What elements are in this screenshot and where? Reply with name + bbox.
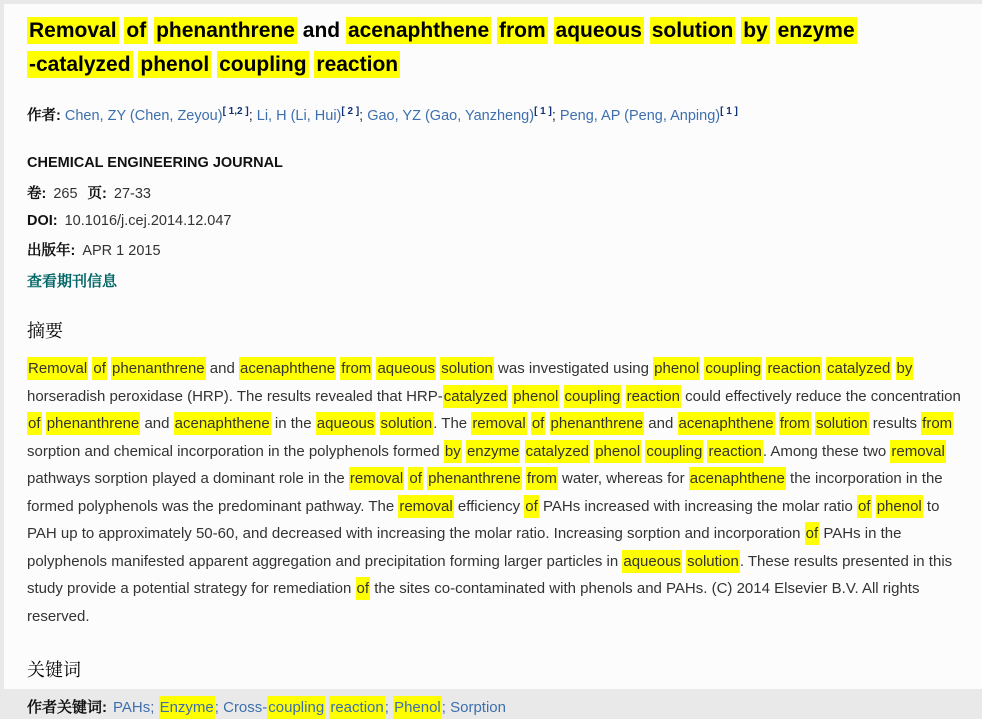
highlighted-term: coupling <box>704 357 762 380</box>
highlighted-term: Removal <box>27 357 88 380</box>
text-run: and <box>302 19 341 42</box>
pubyear-line <box>27 239 962 260</box>
highlighted-term: of <box>92 357 107 380</box>
highlighted-term: of <box>857 495 872 518</box>
keyword-link-highlighted[interactable]: Enzyme <box>159 696 215 719</box>
highlighted-term: by <box>444 440 462 463</box>
pages-value: 27-33 <box>113 186 151 202</box>
keywords-heading: 关键词 <box>27 660 81 680</box>
keyword-link[interactable]: Sorption <box>450 699 506 716</box>
highlighted-term: solution <box>380 412 434 435</box>
text-run: could effectively reduce the concentration <box>680 387 961 405</box>
highlighted-term: reaction <box>707 440 762 463</box>
highlighted-term: aqueous <box>316 412 376 435</box>
text-run: sorption and chemical incorporation in the polyphenols formed <box>27 442 444 460</box>
keyword-link-highlighted[interactable]: reaction <box>329 696 384 719</box>
highlighted-term: phenanthrene <box>550 412 645 435</box>
highlighted-term: phenanthrene <box>46 412 141 435</box>
text-run <box>644 19 650 42</box>
highlighted-term: phenol <box>512 385 559 408</box>
highlighted-term: of <box>27 412 42 435</box>
highlighted-term: phenol <box>876 495 923 518</box>
highlighted-term: removal <box>398 495 453 518</box>
text-run <box>559 388 563 405</box>
text-run: PAHs in the polyphenols manifested apparent aggregation and precipitation forming larger particles in <box>27 525 902 570</box>
text-run: . Among these two <box>762 442 891 460</box>
highlighted-term: acenaphthene <box>347 19 490 42</box>
article-record-page <box>4 4 982 716</box>
doi-line <box>27 213 962 229</box>
highlighted-term: reaction <box>316 53 399 76</box>
highlighted-term: aqueous <box>622 550 682 573</box>
author-affiliation-sup: [ 1 ] <box>720 106 738 118</box>
text-run: and <box>140 415 174 432</box>
text-run <box>545 415 549 432</box>
text-run: in the <box>270 415 316 432</box>
authors-label: 作者: <box>27 108 61 124</box>
highlighted-term: solution <box>651 19 734 42</box>
highlighted-term: removal <box>890 440 945 463</box>
author-link[interactable]: Peng, AP (Peng, Anping) <box>559 108 721 124</box>
text-run: PAHs increased with increasing the molar ratio <box>538 497 858 515</box>
highlighted-term: acenaphthene <box>239 357 336 380</box>
highlighted-term: aqueous <box>376 357 436 380</box>
highlighted-term: phenol <box>594 440 641 463</box>
text-run: results <box>868 415 922 432</box>
journal-info-line <box>27 270 962 291</box>
text-run <box>520 443 524 460</box>
highlighted-term: enzyme <box>466 440 521 463</box>
keyword-link[interactable]: ; <box>150 699 159 716</box>
pubyear-label: 出版年: <box>27 243 76 259</box>
view-journal-info-link[interactable]: 查看期刊信息 <box>27 273 118 290</box>
author-affiliation-sup: [ 1,2 ] <box>222 106 249 118</box>
text-run: and <box>205 360 240 377</box>
author-separator: ; <box>551 108 560 124</box>
keyword-link[interactable]: ; <box>441 699 451 716</box>
highlighted-term: from <box>526 467 558 490</box>
highlighted-term: Removal <box>29 19 117 42</box>
keyword-link[interactable]: ; <box>214 699 224 716</box>
highlighted-term: reaction <box>766 357 821 380</box>
highlighted-term: solution <box>815 412 869 435</box>
highlighted-term: catalyzed <box>826 357 891 380</box>
author-link[interactable]: Li, H (Li, Hui) <box>256 108 342 124</box>
author-affiliation-sup: [ 2 ] <box>341 106 360 118</box>
highlighted-term: of <box>531 412 546 435</box>
highlighted-term: coupling <box>645 440 703 463</box>
highlighted-term: phenol <box>140 53 210 76</box>
highlighted-term: -catalyzed <box>29 53 131 76</box>
doi-label: DOI: <box>27 213 58 229</box>
text-run: water, whereas for <box>557 470 689 487</box>
text-run <box>621 388 625 405</box>
highlighted-term: by <box>743 19 768 42</box>
highlighted-term: coupling <box>219 53 307 76</box>
pages-label: 页: <box>87 186 107 202</box>
highlighted-term: from <box>921 412 953 435</box>
author-keywords-label: 作者关键词: <box>27 699 107 716</box>
pubyear-value: APR 1 2015 <box>82 243 161 259</box>
authors-list <box>65 108 738 124</box>
author-separator: ; <box>248 108 257 124</box>
text-run <box>770 19 776 42</box>
text-run: to PAH up to approximately 50-60, and decreased with increasing the molar ratio. Increasing sorption and incorporation <box>27 497 940 542</box>
author-link[interactable]: Gao, YZ (Gao, Yanzheng) <box>367 108 535 124</box>
text-run: the incorporation in the formed polyphenols was the predominant pathway. The <box>27 470 943 515</box>
highlighted-term: enzyme <box>777 19 855 42</box>
keyword-link[interactable]: Cross- <box>223 699 268 716</box>
highlighted-term: of <box>408 467 423 490</box>
highlighted-term: phenanthrene <box>111 357 206 380</box>
volume-label: 卷: <box>27 186 47 202</box>
text-run: horseradish peroxidase (HRP). The results revealed that HRP- <box>27 387 443 405</box>
text-run: was investigated using <box>493 360 654 377</box>
highlighted-term: from <box>499 19 546 42</box>
text-run <box>548 19 554 42</box>
highlighted-term: reaction <box>626 385 681 408</box>
text-run: . The <box>433 415 472 432</box>
highlighted-term: solution <box>440 357 494 380</box>
keyword-link[interactable]: ; <box>384 699 394 716</box>
highlighted-term: from <box>340 357 372 380</box>
highlighted-term: aqueous <box>555 19 642 42</box>
abstract-text <box>27 355 963 630</box>
journal-block <box>27 155 962 291</box>
volume-value: 265 <box>53 186 78 202</box>
volume-pages-line <box>27 182 962 203</box>
text-run: pathways sorption played a dominant role in the <box>27 470 349 487</box>
authors-line <box>27 104 962 125</box>
text-run <box>375 415 379 432</box>
keyword-link[interactable]: PAHs <box>113 699 151 716</box>
highlighted-term: coupling <box>564 385 622 408</box>
journal-name: CHEMICAL ENGINEERING JOURNAL <box>27 155 283 171</box>
abstract-heading: 摘要 <box>27 321 63 341</box>
highlighted-term: from <box>779 412 811 435</box>
highlighted-term: removal <box>349 467 404 490</box>
text-run: . These results presented in this study provide a potential strategy for remediation <box>27 552 953 597</box>
text-run: and <box>644 415 678 432</box>
highlighted-term: phenanthrene <box>427 467 522 490</box>
highlighted-term: catalyzed <box>525 440 590 463</box>
doi-value: 10.1016/j.cej.2014.12.047 <box>64 213 232 229</box>
text-run: the sites co-contaminated with phenols and PAHs. (C) 2014 Elsevier B.V. All rights reserved. <box>27 580 920 625</box>
author-link[interactable]: Chen, ZY (Chen, Zeyou) <box>64 108 223 124</box>
article-title <box>27 14 962 82</box>
highlighted-term: removal <box>471 412 526 435</box>
highlighted-term: by <box>896 357 914 380</box>
highlighted-term: catalyzed <box>443 385 508 408</box>
highlighted-term: of <box>524 495 539 518</box>
text-run: efficiency <box>453 497 525 515</box>
highlighted-term: of <box>805 522 820 545</box>
highlighted-term: of <box>126 19 147 42</box>
highlighted-term: acenaphthene <box>689 467 786 490</box>
highlighted-term: phenanthrene <box>156 19 295 42</box>
keyword-link-highlighted[interactable]: coupling <box>267 696 325 719</box>
author-keywords-line <box>27 696 962 717</box>
author-separator: ; <box>359 108 368 124</box>
highlighted-term: acenaphthene <box>678 412 775 435</box>
author-keywords-list <box>113 696 506 719</box>
highlighted-term: solution <box>686 550 740 573</box>
highlighted-term: phenol <box>653 357 700 380</box>
highlighted-term: of <box>356 577 371 600</box>
author-affiliation-sup: [ 1 ] <box>534 106 552 118</box>
keyword-link-highlighted[interactable]: Phenol <box>393 696 442 719</box>
text-run <box>891 360 895 377</box>
highlighted-term: acenaphthene <box>174 412 271 435</box>
